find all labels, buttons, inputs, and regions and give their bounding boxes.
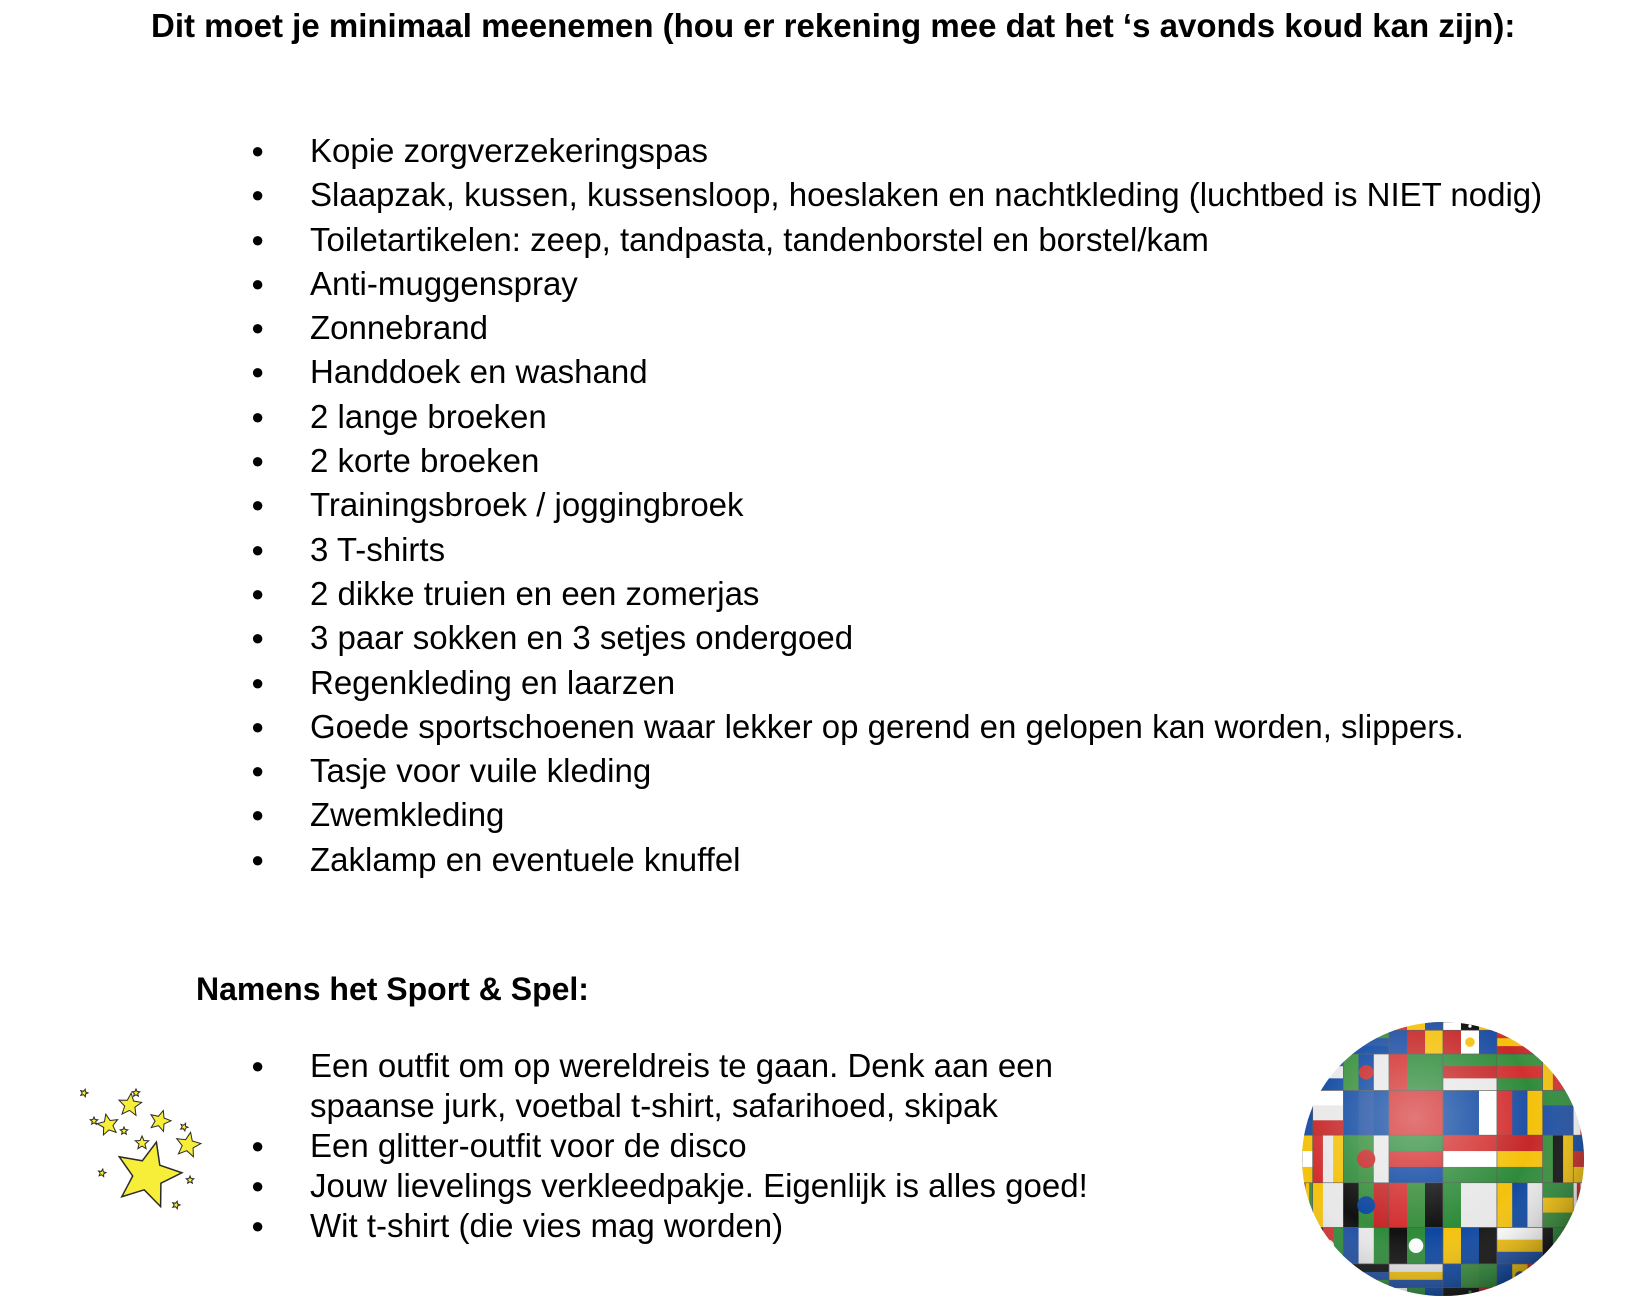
flag-tile (1313, 1264, 1344, 1288)
bullet-point: ● (251, 1213, 265, 1238)
list-item-text: 2 dikke truien en een zomerjas (310, 574, 760, 612)
star-icon (119, 1142, 182, 1207)
list-item-text: Goede sportschoenen waar lekker op gerend en gelopen kan worden, slippers. (310, 707, 1464, 745)
bullet-point: ● (251, 359, 265, 385)
bullet-point: ● (251, 669, 265, 695)
list-item (0, 572, 1600, 616)
bullet-point: ● (251, 315, 265, 341)
star-icon (132, 1089, 140, 1096)
sport-spel-heading: Namens het Sport & Spel: (196, 971, 589, 1007)
list-item-text: 2 korte broeken (310, 442, 540, 480)
star-icon (120, 1127, 128, 1134)
list-item-text: Anti-muggenspray (310, 264, 578, 302)
packing-list (0, 129, 1600, 882)
list-item (0, 528, 1600, 572)
list-item-text: Zaklamp en eventuele knuffel (310, 840, 741, 878)
bullet-point: ● (251, 536, 265, 562)
bullet-point: ● (251, 270, 265, 296)
flag-tile (1573, 1228, 1584, 1265)
flag-tile (1573, 1030, 1584, 1054)
globe-shading (1302, 1022, 1584, 1296)
list-item-text: Regenkleding en laarzen (310, 663, 676, 701)
star-icon (99, 1169, 107, 1177)
star-icon (90, 1117, 98, 1124)
bullet-point: ● (251, 625, 265, 651)
flag-tile (1302, 1228, 1313, 1265)
star-icon (135, 1136, 148, 1149)
flag-tile (1343, 1288, 1389, 1296)
list-item-text: Handdoek en washand (310, 353, 648, 391)
star-icon (97, 1114, 118, 1135)
list-item-text: 2 lange broeken (310, 397, 547, 435)
flag-tile (1573, 1264, 1584, 1288)
flag-tile (1497, 1022, 1543, 1031)
bullet-point: ● (251, 138, 265, 163)
star-icon (186, 1176, 194, 1183)
flag-tile (1302, 1030, 1313, 1054)
list-item (0, 838, 1600, 882)
star-icon (177, 1132, 201, 1157)
list-item (0, 661, 1600, 705)
bullet-point: ● (251, 580, 265, 606)
list-item-text: Tasje voor vuile kleding (310, 752, 652, 790)
star-icon (81, 1089, 88, 1097)
flag-tile (1573, 1288, 1584, 1297)
star-icon (173, 1201, 180, 1209)
bullet-point: ● (251, 846, 265, 872)
list-item (0, 173, 1600, 217)
list-item (0, 439, 1600, 483)
flag-tile (1543, 1022, 1574, 1030)
bullet-point: ● (251, 1053, 265, 1078)
flag-tile (1313, 1022, 1344, 1030)
list-item (0, 262, 1600, 306)
flag-tile (1497, 1288, 1543, 1297)
list-item-text: 3 paar sokken en 3 setjes ondergoed (310, 619, 854, 657)
list-item (0, 306, 1600, 350)
flag-tile (1573, 1022, 1584, 1030)
flag-tile (1343, 1022, 1389, 1030)
star-icon (181, 1123, 188, 1131)
list-item (0, 705, 1600, 749)
list-item-text: Een glitter-outfit voor de disco (310, 1127, 747, 1164)
list-item-text: Trainingsbroek / joggingbroek (310, 486, 744, 524)
list-item (0, 129, 1600, 173)
bullet-point: ● (251, 403, 265, 429)
list-item-text: Zonnebrand (310, 309, 488, 347)
list-item (0, 793, 1600, 837)
flag-tile (1302, 1054, 1313, 1090)
bullet-point: ● (251, 713, 265, 739)
flag-tile (1313, 1030, 1344, 1054)
list-item (0, 616, 1600, 660)
list-item (0, 350, 1600, 394)
list-item (0, 395, 1600, 439)
bullet-point: ● (251, 226, 265, 252)
bullet-point: ● (251, 1133, 265, 1158)
bullet-point: ● (251, 758, 265, 784)
bullet-point: ● (251, 1173, 265, 1198)
bullet-point: ● (251, 492, 265, 518)
list-item-text: 3 T-shirts (310, 530, 446, 568)
list-item-text: Wit t-shirt (die vies mag worden) (310, 1207, 784, 1244)
list-item-text: Kopie zorgverzekeringspas (310, 132, 709, 169)
bullet-point: ● (251, 182, 265, 208)
flag-tile (1543, 1264, 1574, 1288)
list-item-text: Jouw lievelings verkleedpakje. Eigenlijk is alles goed! (310, 1167, 1088, 1204)
stars-clipart (80, 1085, 215, 1235)
flag-tile (1302, 1022, 1313, 1030)
list-item-text: Zwemkleding (310, 796, 505, 834)
flag-tile (1313, 1288, 1344, 1296)
list-item (0, 218, 1600, 262)
star-icon (151, 1111, 171, 1132)
flag-tile (1543, 1030, 1574, 1054)
flag-tile (1573, 1054, 1584, 1090)
flag-tile (1302, 1288, 1313, 1296)
list-item-text: Slaapzak, kussen, kussensloop, hoeslaken en nachtkleding (luchtbed is NIET nodig) (310, 176, 1543, 214)
list-item (0, 749, 1600, 793)
flag-tile (1302, 1264, 1313, 1288)
page-heading: Dit moet je minimaal meenemen (hou er rekening mee dat het ‘s avonds koud kan zijn): (151, 7, 1516, 44)
list-item (0, 483, 1600, 527)
flag-globe-image (1300, 1020, 1586, 1298)
bullet-point: ● (251, 802, 265, 828)
bullet-point: ● (251, 448, 265, 474)
flag-tile (1543, 1288, 1574, 1296)
list-item-text: Toiletartikelen: zeep, tandpasta, tandenborstel en borstel/kam (310, 220, 1209, 258)
list-item-text: Een outfit om op wereldreis te gaan. Denk aan een spaanse jurk, voetbal t-shirt, safarihoed, skipak (310, 1047, 1053, 1124)
